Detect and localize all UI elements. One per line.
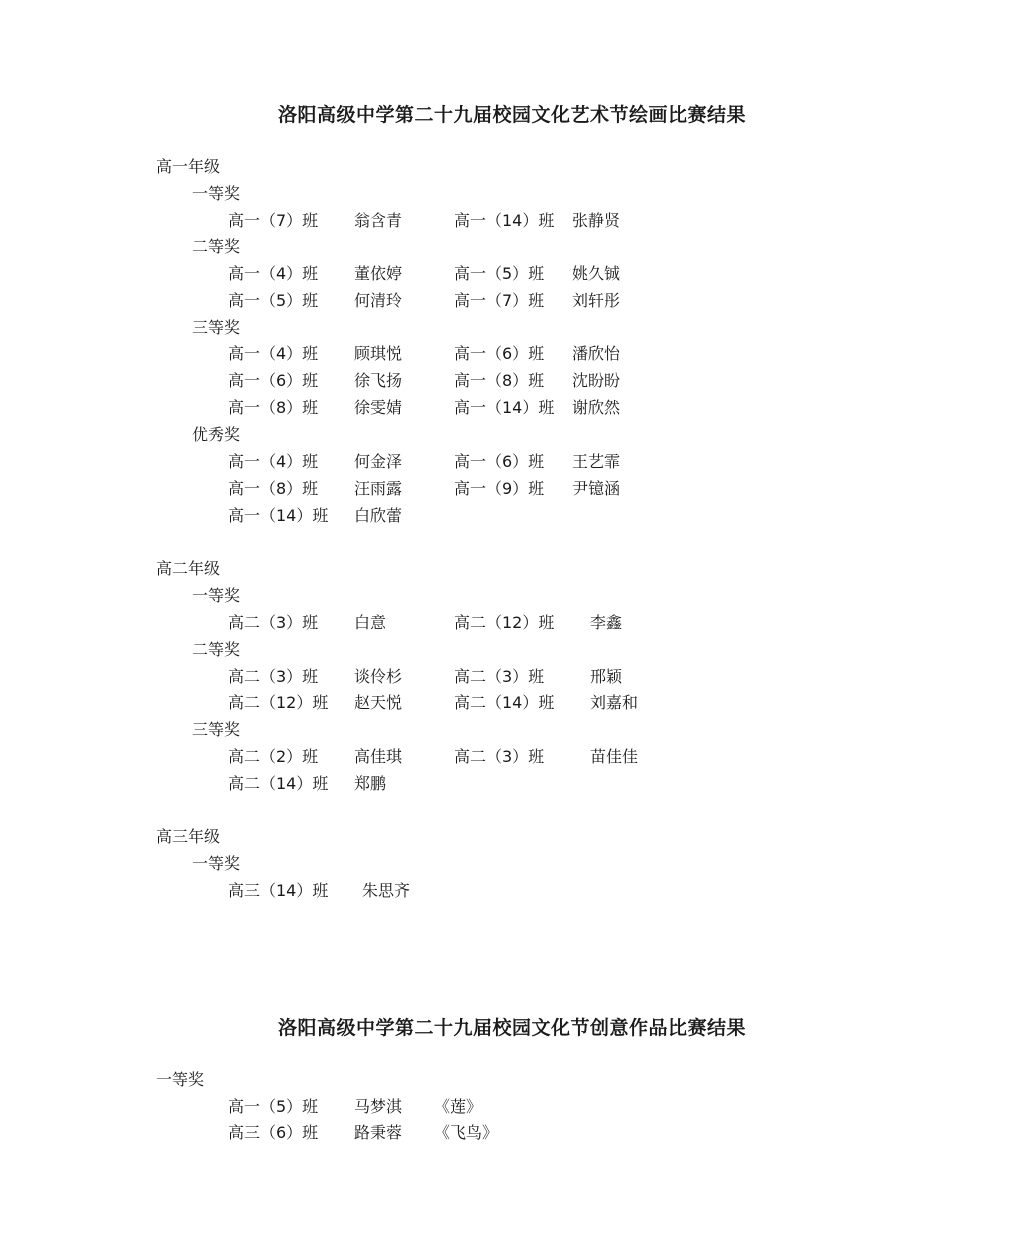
grade3-heading: 高三年级 xyxy=(156,827,221,846)
student-name: 李鑫 xyxy=(590,613,623,632)
award-entry-row xyxy=(228,291,652,311)
student-name: 邢颖 xyxy=(590,667,623,686)
award-entry-row xyxy=(228,774,454,794)
class-name: 高一（8）班 xyxy=(454,371,545,390)
class-name: 高一（4）班 xyxy=(228,452,319,471)
class-name: 高一（14）班 xyxy=(454,398,555,417)
student-name: 刘嘉和 xyxy=(590,693,639,712)
award-heading: 一等奖 xyxy=(192,184,241,203)
class-name: 高一（6）班 xyxy=(454,344,545,363)
work-title: 《莲》 xyxy=(434,1097,483,1116)
student-name: 何清玲 xyxy=(354,291,403,310)
class-name: 高一（5）班 xyxy=(228,1097,319,1116)
award-entry-row xyxy=(228,479,652,499)
class-name: 高二（14）班 xyxy=(454,693,555,712)
award-entry-row xyxy=(228,452,652,472)
student-name: 白意 xyxy=(354,613,387,632)
student-name: 何金泽 xyxy=(354,452,403,471)
class-name: 高二（3）班 xyxy=(454,747,545,766)
student-name: 王艺霏 xyxy=(572,452,621,471)
student-name: 谢欣然 xyxy=(572,398,621,417)
award-heading: 二等奖 xyxy=(192,237,241,256)
class-name: 高一（14）班 xyxy=(454,211,555,230)
class-name: 高二（12）班 xyxy=(228,693,329,712)
award-entry-row xyxy=(228,881,462,901)
class-name: 高一（14）班 xyxy=(228,506,329,525)
student-name: 马梦淇 xyxy=(354,1097,403,1116)
student-name: 徐雯婧 xyxy=(354,398,403,417)
student-name: 顾琪悦 xyxy=(354,344,403,363)
award-entry-row xyxy=(228,506,454,526)
student-name: 沈盼盼 xyxy=(572,371,621,390)
class-name: 高一（7）班 xyxy=(228,211,319,230)
student-name: 赵天悦 xyxy=(354,693,403,712)
student-name: 高佳琪 xyxy=(354,747,403,766)
class-name: 高一（7）班 xyxy=(454,291,545,310)
award-heading: 一等奖 xyxy=(156,1070,205,1089)
class-name: 高一（6）班 xyxy=(228,371,319,390)
student-name: 路秉蓉 xyxy=(354,1123,403,1142)
class-name: 高二（14）班 xyxy=(228,774,329,793)
class-name: 高二（3）班 xyxy=(228,613,319,632)
painting-title: 洛阳高级中学第二十九届校园文化艺术节绘画比赛结果 xyxy=(277,104,746,126)
award-entry-row xyxy=(228,693,670,713)
award-heading: 一等奖 xyxy=(192,854,241,873)
class-name: 高二（12）班 xyxy=(454,613,555,632)
award-entry-row xyxy=(228,613,670,633)
student-name: 郑鹏 xyxy=(354,774,387,793)
award-heading: 三等奖 xyxy=(192,720,241,739)
student-name: 董依婷 xyxy=(354,264,403,283)
class-name: 高一（5）班 xyxy=(228,291,319,310)
class-name: 高一（4）班 xyxy=(228,344,319,363)
student-name: 白欣蕾 xyxy=(354,506,403,525)
class-name: 高三（14）班 xyxy=(228,881,329,900)
class-name: 高三（6）班 xyxy=(228,1123,319,1142)
student-name: 潘欣怡 xyxy=(572,344,621,363)
student-name: 翁含青 xyxy=(354,211,403,230)
student-name: 汪雨露 xyxy=(354,479,403,498)
creative-title: 洛阳高级中学第二十九届校园文化节创意作品比赛结果 xyxy=(277,1017,746,1039)
class-name: 高一（5）班 xyxy=(454,264,545,283)
grade1-heading: 高一年级 xyxy=(156,157,221,176)
award-heading: 三等奖 xyxy=(192,318,241,337)
student-name: 张静贤 xyxy=(572,211,621,230)
award-entry-row xyxy=(228,211,652,231)
award-entry-row xyxy=(228,344,652,364)
award-entry-row xyxy=(228,667,670,687)
student-name: 谈伶杉 xyxy=(354,667,403,686)
award-entry-row xyxy=(228,264,652,284)
award-heading: 一等奖 xyxy=(192,586,241,605)
award-entry-row xyxy=(228,747,670,767)
class-name: 高二（2）班 xyxy=(228,747,319,766)
class-name: 高二（3）班 xyxy=(454,667,545,686)
class-name: 高二（3）班 xyxy=(228,667,319,686)
student-name: 尹镱涵 xyxy=(572,479,621,498)
student-name: 朱思齐 xyxy=(362,881,411,900)
award-entry-row xyxy=(228,1123,514,1143)
class-name: 高一（9）班 xyxy=(454,479,545,498)
student-name: 苗佳佳 xyxy=(590,747,639,766)
class-name: 高一（8）班 xyxy=(228,398,319,417)
award-entry-row xyxy=(228,1097,514,1117)
student-name: 刘轩彤 xyxy=(572,291,621,310)
work-title: 《飞鸟》 xyxy=(434,1123,499,1142)
award-heading: 二等奖 xyxy=(192,640,241,659)
class-name: 高一（6）班 xyxy=(454,452,545,471)
class-name: 高一（8）班 xyxy=(228,479,319,498)
award-heading: 优秀奖 xyxy=(192,425,241,444)
student-name: 徐飞扬 xyxy=(354,371,403,390)
grade2-heading: 高二年级 xyxy=(156,559,221,578)
award-entry-row xyxy=(228,371,652,391)
award-entry-row xyxy=(228,398,652,418)
class-name: 高一（4）班 xyxy=(228,264,319,283)
student-name: 姚久铖 xyxy=(572,264,621,283)
